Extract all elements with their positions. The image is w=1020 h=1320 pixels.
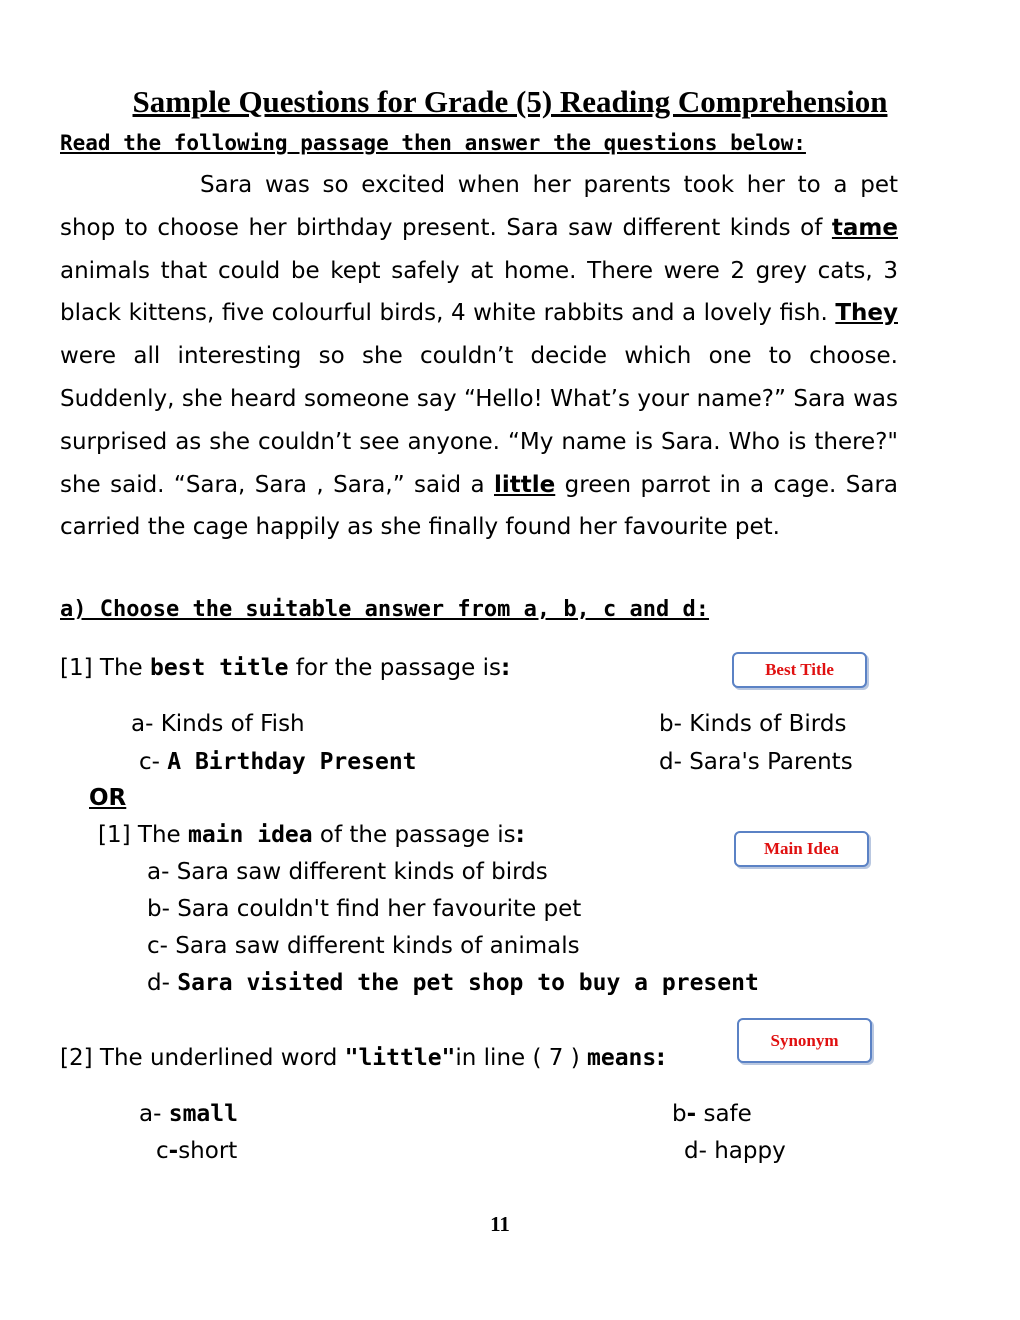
question-keyword: main idea [187, 822, 313, 848]
passage-text: Sara was so excited when her parents took her to a pet shop to choose her birthday present. Sara saw different kinds of [60, 172, 898, 241]
page-title: Sample Questions for Grade (5) Reading Comprehension [132, 84, 888, 119]
q1-option-c [139, 749, 417, 775]
word-little: little [494, 471, 556, 498]
question-text: for the passage is [288, 655, 501, 681]
correct-answer: A Birthday Present [167, 749, 417, 775]
synonym-tag: Synonym [737, 1018, 872, 1063]
option-label: d- [147, 970, 178, 996]
option-label: a- [139, 1101, 169, 1127]
option-label: b [672, 1101, 687, 1127]
section-a-heading: a) Choose the suitable answer from a, b, c and d: [60, 597, 710, 622]
option-dash: - [168, 1138, 179, 1164]
question-keyword: means [587, 1045, 657, 1071]
instruction: Read the following passage then answer the questions below: [60, 131, 806, 155]
q2-option-b [672, 1101, 752, 1127]
question-colon: : [656, 1045, 666, 1071]
word-tame: tame [831, 214, 898, 241]
q1alt-option-d [147, 970, 759, 996]
question-text: [2] The underlined word [60, 1045, 345, 1071]
question-2 [60, 1045, 665, 1071]
question-text: [1] The [60, 655, 150, 681]
question-colon: : [500, 655, 511, 681]
word-they: They [835, 300, 898, 327]
correct-answer: small [168, 1101, 238, 1127]
q1alt-option-b: b- Sara couldn't find her favourite pet [147, 896, 582, 922]
q1alt-option-a: a- Sara saw different kinds of birds [147, 859, 548, 885]
question-keyword: "little" [344, 1045, 456, 1071]
question-1-alt [98, 822, 525, 848]
passage-text: animals that could be kept safely at home. There were 2 grey cats, 3 black kittens, five colourful birds, 4 white rabbits and a lovely fish. [60, 257, 898, 327]
main-idea-tag: Main Idea [734, 831, 869, 867]
q2-option-d: d- happy [684, 1138, 786, 1164]
q1-option-a: a- Kinds of Fish [131, 711, 305, 737]
option-text: safe [696, 1101, 752, 1127]
best-title-tag: Best Title [732, 652, 867, 688]
passage-paragraph [60, 164, 898, 549]
q2-option-a [139, 1101, 238, 1127]
page-number: 11 [490, 1212, 510, 1236]
or-label: OR [89, 785, 127, 811]
passage-text: were all interesting so she couldn’t decide which one to choose. Suddenly, she heard someone say “Hello! What’s your name?” Sara was surprised as she couldn’t see anyone. “My name is Sara. Who is there?" she said. “Sara, Sara , Sara,” said a [60, 343, 898, 498]
q1alt-option-c: c- Sara saw different kinds of animals [147, 933, 580, 959]
q2-option-c [156, 1138, 237, 1164]
question-text: [1] The [98, 822, 188, 848]
correct-answer: Sara visited the pet shop to buy a present [177, 970, 759, 996]
passage [60, 164, 898, 549]
q1-option-b: b- Kinds of Birds [659, 711, 847, 737]
option-dash: - [686, 1101, 697, 1127]
question-1 [60, 655, 510, 681]
option-label: c- [139, 749, 168, 775]
option-label: c [156, 1138, 169, 1164]
q1-option-d: d- Sara's Parents [659, 749, 853, 775]
question-colon: : [515, 822, 525, 848]
option-text: short [178, 1138, 238, 1164]
question-text: of the passage is [312, 822, 516, 848]
question-text: in line ( 7 ) [455, 1045, 588, 1071]
passage-text: green parrot in a cage. Sara carried the cage happily as she finally found her favourite pet. [60, 471, 899, 541]
question-keyword: best title [149, 655, 289, 681]
